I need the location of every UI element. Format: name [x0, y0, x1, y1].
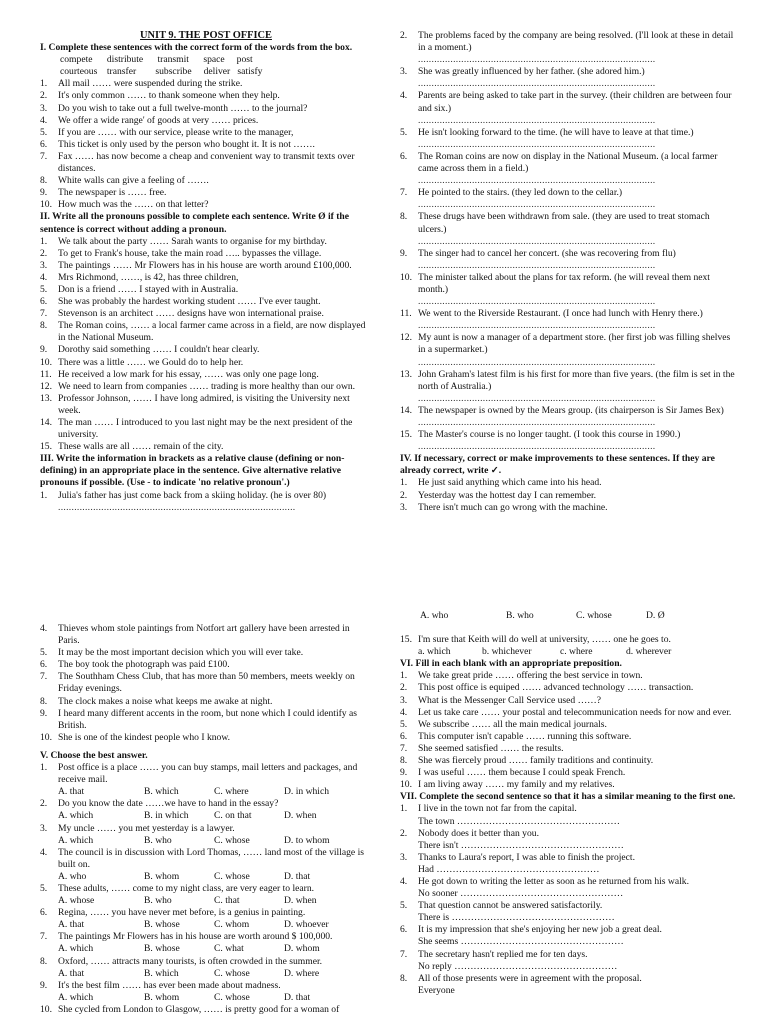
list-item: 5. If you are …… with our service, please write to the manager, [40, 126, 294, 138]
list-item: 2. It's only common …… to thank someone when they help. [40, 90, 280, 102]
list-item: 14. The man …… I introduced to you last night may be the next president of the university. [40, 417, 353, 441]
section-3-heading: III. Write the information in brackets as a relative clause (defining or non-defining) in an appropriate place in the sentence. Give alternative relative pronouns if possible. (Use - to indicate 'no relative pronoun'.) [40, 453, 345, 489]
list-item: 5. These adults, …… come to my night class, are very eager to learn. [40, 882, 315, 894]
list-item: 9. I was useful …… them because I could speak French. [400, 767, 626, 779]
list-item: 3. Thanks to Laura's report, I was able to finish the project. Had …………………………………………… [400, 851, 635, 875]
list-item: 6. The Roman coins are now on display in the National Museum. (a local farmer came across them in a field.) ........................................................................................ [400, 150, 718, 187]
list-item: 11. He received a low mark for his essay, …… was only one page long. [40, 368, 319, 380]
list-item: 7. Stevenson is an architect …… designs have won international praise. [40, 308, 324, 320]
section-2-list [40, 236, 372, 454]
page-title: UNIT 9. THE POST OFFICE [140, 30, 272, 41]
list-item: 7. The Southham Chess Club, that has more than 50 members, meets weekly on Friday evenings. [40, 671, 355, 695]
top-left-column [40, 30, 372, 560]
list-item: 3. She was greatly influenced by her father. (she adored him.) ........................................................................................ [400, 66, 656, 90]
answer-options: A. which B. whom C. whose D. that [58, 991, 311, 1003]
list-item: 4. He got down to writing the letter as soon as he returned from his walk. No sooner …………………………………………… [400, 875, 689, 900]
list-item: 1. We take great pride …… offering the best service in town. [400, 670, 643, 682]
list-item: 3. The paintings …… Mr Flowers has in his house are worth around £100,000. [40, 259, 352, 271]
list-item: 15. I'm sure that Keith will do well at university, …… one he goes to. [400, 634, 671, 646]
list-item: 9. The newspaper is …… free. [40, 187, 167, 199]
list-item: 3. Do you wish to take out a full twelve-month …… to the journal? [40, 102, 308, 114]
word-box-line-1: compete distribute transmit space post [60, 54, 253, 66]
list-item: 8. She was fiercely proud …… family traditions and continuity. [400, 755, 654, 767]
answer-options: A. which B. whose C. what D. whom [58, 943, 320, 955]
list-item: 2. Do you know the date ……we have to hand in the essay? [40, 798, 279, 810]
answer-options: A. that B. whose C. whom D. whoever [58, 919, 329, 931]
list-item: 6. This computer isn't capable …… running this software. [400, 730, 632, 742]
section-4-heading: IV. If necessary, correct or make improvements to these sentences. If they are already correct, write ✓. [400, 453, 715, 477]
list-item: 12. My aunt is now a manager of a department store. (her first job was filling shelves in a supermarket.) ........................................................................................ [400, 332, 731, 368]
list-item: 2. Nobody does it better than you. There isn't …………………………………………… [400, 827, 624, 851]
section-7-heading: VII. Complete the second sentence so that it has a similar meaning to the first one. [400, 791, 736, 803]
list-item: 4. We offer a wide range' of goods at very …… prices. [40, 114, 259, 126]
list-item: 5. Don is a friend …… I stayed with in Australia. [40, 283, 239, 295]
list-item: 2. This post office is equiped …… advanced technology …… transaction. [400, 682, 694, 694]
list-item: 5. That question cannot be answered satisfactorily. There is …………………………………………… [400, 900, 615, 924]
list-item: 9. Dorothy said something …… I couldn't hear clearly. [40, 344, 260, 356]
list-item: 3. What is the Messenger Call Service used ……? [400, 694, 602, 706]
list-item: 9. I heard many different accents in the room, but none which I could identify as British. [40, 707, 357, 731]
list-item: 6. It is my impression that she's enjoying her new job a great deal. She seems …………………………………………… [400, 924, 662, 948]
list-item: 8. All of those presents were in agreement with the proposal. Everyone [400, 972, 642, 996]
section-5-heading: V. Choose the best answer. [40, 749, 148, 761]
list-item: 8. The clock makes a noise what keeps me awake at night. [40, 695, 273, 707]
answer-options: A. whose B. who C. that D. when [58, 895, 317, 907]
list-item: 3. My uncle …… you met yesterday is a lawyer. [40, 822, 235, 834]
list-item: 8. White walls can give a feeling of ……. [40, 175, 209, 187]
list-item: 3. There isn't much can go wrong with the machine. [400, 501, 608, 513]
list-item: 2. Yesterday was the hottest day I can remember. [400, 489, 597, 501]
list-item: 6. She was probably the hardest working student …… I've ever taught. [40, 296, 321, 308]
list-item: 2. The problems faced by the company are being resolved. (I'll look at these in detail in a moment.) ........................................................................................ [400, 30, 734, 66]
list-item: 7. The paintings Mr Flowers has in his house are worth around $ 100,000. [40, 931, 333, 943]
answer-options: A. who B. whom C. whose D. that [58, 870, 311, 882]
list-item: 7. She seemed satisfied …… the results. [400, 742, 564, 754]
list-item: 4. The council is in discussion with Lord Thomas, …… land most of the village is built on. [40, 846, 364, 870]
bottom-right-column [400, 610, 740, 1024]
list-item: 10. She is one of the kindest people who I know. [40, 731, 231, 743]
list-item: 6. Regina, …… you have never met before, is a genius in painting. [40, 907, 306, 919]
answer-options: A. that B. which C. where D. in which [58, 786, 330, 798]
section-5-list [40, 762, 372, 1016]
section-1-heading: I. Complete these sentences with the correct form of the words from the box. [40, 42, 353, 54]
list-item: 1. Julia's father has just come back from a skiing holiday. (he is over 80) ........................................................................................ [40, 489, 327, 513]
list-item: 8. The Roman coins, …… a local farmer came across in a field, are now displayed in the National Museum. [40, 320, 366, 344]
list-item: 1. We talk about the party …… Sarah wants to organise for my birthday. [40, 235, 327, 247]
answer-options: A. that B. which C. whose D. where [58, 967, 320, 979]
list-item: 1. I live in the town not far from the capital. The town …………………………………………… [400, 803, 620, 827]
list-item: 11. We went to the Riverside Restaurant. (I once had lunch with Henry there.) ........................................................................................ [400, 308, 703, 332]
section-6-heading: VI. Fill in each blank with an appropriate preposition. [400, 658, 622, 670]
list-item: 9. The singer had to cancel her concert. (she was recovering from flu) ........................................................................................ [400, 247, 676, 271]
section-2-heading: II. Write all the pronouns possible to complete each sentence. Write Ø if the sentence is correct without adding a pronoun. [40, 211, 350, 235]
word-box-line-2: courteous transfer subscribe deliver satisfy [60, 66, 263, 78]
list-item: 7. He pointed to the stairs. (they led down to the cellar.) ........................................................................................ [400, 187, 656, 211]
list-item: 10. I am living away …… my family and my relatives. [400, 779, 615, 791]
list-item: 8. These drugs have been withdrawn from sale. (they are used to treat stomach ulcers.) ........................................................................................ [400, 211, 710, 247]
list-item: 5. It may be the most important decision which you will ever take. [40, 647, 304, 659]
answer-options: A. who B. who C. whose D. Ø [420, 610, 665, 621]
list-item: 13. Professor Johnson, …… I have long admired, is visiting the University next week. [40, 392, 350, 416]
section-6-list [400, 670, 740, 791]
list-item: 13. John Graham's latest film is his first for more than five years. (the film is set in the north of Australia.) ........................................................................................ [400, 368, 735, 404]
answer-options: a. which b. whichever c. where d. wherever [418, 646, 672, 658]
list-item: 2. To get to Frank's house, take the main road ….. bypasses the village. [40, 247, 322, 259]
section-1-list [40, 78, 372, 211]
bottom-left-column [40, 623, 372, 1024]
answer-options: A. which B. who C. whose D. to whom [58, 834, 330, 846]
list-item: 15. The Master's course is no longer taught. (I took this course in 1990.) ........................................................................................ [400, 429, 681, 453]
list-item: 8. Oxford, …… attracts many tourists, is often crowded in the summer. [40, 955, 323, 967]
list-item: 7. Fax …… has now become a cheap and convenient way to transmit texts over distances. [40, 150, 355, 175]
list-item: 15. These walls are all …… remain of the city. [40, 441, 224, 453]
list-item: 5. We subscribe …… all the main medical journals. [400, 718, 607, 730]
list-item: 6. The boy took the photograph was paid £100. [40, 659, 230, 671]
list-item: 4. Mrs Richmond, ……, is 42, has three children, [40, 271, 239, 283]
list-item: 4. Parents are being asked to take part in the survey. (their children are between four and six.) ........................................................................................ [400, 90, 732, 126]
list-item: 1. All mail …… were suspended during the strike. [40, 78, 243, 90]
list-item: 4. Thieves whom stole paintings from Notfort art gallery have been arrested in Paris. [40, 623, 350, 647]
list-item: 10. How much was the …… on that letter? [40, 199, 209, 211]
top-right-column [400, 30, 740, 555]
answer-options: A. which B. in which C. on that D. when [58, 810, 317, 822]
list-item: 4. Let us take care …… your postal and telecommunication needs for now and ever. [400, 706, 732, 718]
list-item: 14. The newspaper is owned by the Mears group. (its chairperson is Sir James Bex) ........................................................................................ [400, 404, 724, 428]
section-7-list [400, 803, 740, 997]
list-item: 9. It's the best film …… has ever been made about madness. [40, 979, 281, 991]
list-item: 5. He isn't looking forward to the time. (he will have to leave at that time.) ........................................................................................ [400, 126, 694, 150]
list-item: 10. She cycled from London to Glasgow, …… is pretty good for a woman of [40, 1003, 340, 1015]
list-item: 6. This ticket is only used by the person who bought it. It is not ……. [40, 138, 315, 150]
list-item: 1. Post office is a place …… you can buy stamps, mail letters and packages, and receive mail. [40, 762, 358, 786]
list-item: 10. The minister talked about the plans for tax reform. (he will reveal them next month.) ........................................................................................ [400, 271, 710, 308]
list-item: 7. The secretary hasn't replied me for ten days. No reply …………………………………………… [400, 948, 618, 972]
list-item: 1. He just said anything which came into his head. [400, 477, 602, 489]
list-item: 12. We need to learn from companies …… trading is more healthy than our own. [40, 380, 356, 392]
list-item: 10. There was a little …… we Gould do to help her. [40, 356, 244, 368]
